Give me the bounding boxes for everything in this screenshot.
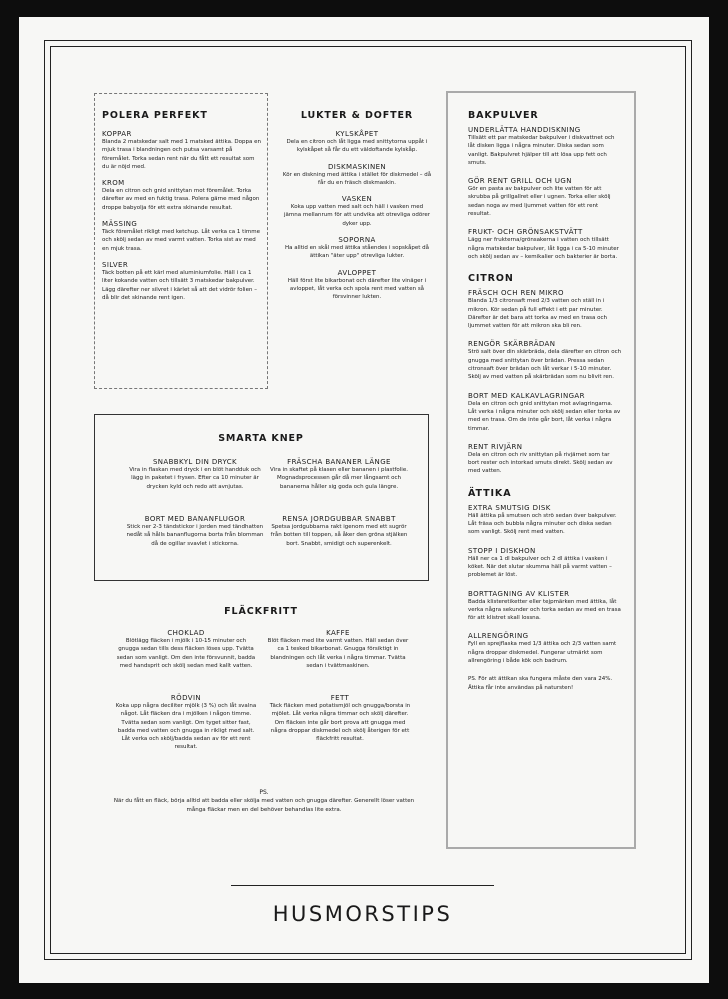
item-text: Dela en citron och gnid snittytan mot avlagringarna. Låt verka i några minuter och skölj sedan eller torka av med en trasa. Om de inte går bort, låt verka i några timmar. xyxy=(468,400,621,432)
smarta-section xyxy=(99,433,423,444)
item-text: Vira in skaftet på klasen eller bananen i plastfolie. Mognadsprocessen går då mer långsamt och bananerna håller sig goda och gula längre. xyxy=(270,467,408,490)
item-title: SILVER xyxy=(102,260,129,269)
bakpulver-heading: BAKPULVER xyxy=(468,110,539,121)
item-title: CHOKLAD xyxy=(167,629,205,637)
item-text: Tillsätt ett par matskedar bakpulver i diskvattnet och låt disken ligga i några minuter. Diska sedan som vanligt. Bakpulvret hjälper till att lösa upp fett och smuts. xyxy=(468,135,615,166)
item-title: EXTRA SMUTSIG DISK xyxy=(468,503,551,512)
flackfritt-item xyxy=(115,629,257,670)
title-divider xyxy=(231,885,494,886)
item-title: GÖR RENT GRILL OCH UGN xyxy=(468,177,572,186)
flackfritt-item xyxy=(267,694,413,743)
item-text: Häll ner ca 1 dl bakpulver och 2 dl ättika i vasken i köket. När det slutar skumma häll på varmt vatten – problemet är löst. xyxy=(468,555,612,579)
item-title: FRÄSCHA BANANER LÄNGE xyxy=(287,458,391,466)
item-text: Spetsa jordgubbarna rakt igenom med ett sugrör från botten till toppen, så åker den gröna stjälken bort. Snabbt, smidigt och superenkelt. xyxy=(270,524,408,547)
item-title: SOPORNA xyxy=(338,236,376,245)
flackfritt-item xyxy=(115,694,257,752)
smarta-item xyxy=(267,515,411,548)
item-title: RENT RIVJÄRN xyxy=(468,442,523,451)
attika-ps: PS. För att ättikan ska fungera måste den vara 24%. Ättika får inte användas på natursten! xyxy=(468,676,613,691)
right-column xyxy=(468,110,622,692)
item-title: BORT MED KALKAVLAGRINGAR xyxy=(468,391,585,400)
item-text: Täck botten på ett kärl med aluminiumfolie. Häll i ca 1 liter kokande vatten och tillsätt 3 matskedar bakpulver. Lägg därefter ner silvret i kärlet så att det vidrör folien – då blir det skinande rent igen. xyxy=(102,269,257,301)
item-title: BORT MED BANANFLUGOR xyxy=(144,515,246,523)
ps-text: När du fått en fläck, börja alltid att badda eller skölja med vatten och gnugga därefter. Generellt löser vatten många fläckar men en del behöver behandlas lite extra. xyxy=(113,798,415,813)
poster-title: HUSMORSTIPS xyxy=(272,902,453,926)
item-text: Koka upp några deciliter mjölk (3 %) och låt svalna något. Låt fläcken dra i mjölken i någon timme. Tvätta sedan som vanligt. Om tyget sitter fast, badda med vatten och gnugga in rikligt med salt. Låt verka och skölj/badda sedan av för ett rent resultat. xyxy=(115,703,257,751)
smarta-item xyxy=(125,515,265,548)
item-title: BORTTAGNING AV KLISTER xyxy=(468,589,570,598)
item-text: Blötlägg fläcken i mjölk i 10-15 minuter och gnugga sedan tills dess fläcken löses upp. Tvätta sedan som vanligt. Om den inte försvunnit, badda med handsprit och skölj sedan med kallt vatten. xyxy=(116,638,256,669)
item-text: Koka upp vatten med salt och häll i vasken med jämna mellanrum för att undvika att otrevliga odörer dyker upp. xyxy=(284,204,430,227)
item-title: KROM xyxy=(102,179,125,188)
item-text: Strö salt över din skärbräda, dela därefter en citron och gnugga med snittytan över brädan. Pressa sedan citronsaft över brädan och låt verkar i 5-10 minuter. Skölj av med vatten på skärbrädan som nu blivit ren. xyxy=(468,349,622,381)
item-text: Häll ättika på smutsen och strö sedan över bakpulver. Låt fräsa och bubbla några minuter och diska sedan som vanligt. Skölj rent med vatten. xyxy=(468,512,617,536)
item-title: KAFFE xyxy=(326,629,350,637)
item-text: Kör en diskning med ättika i stället för diskmedel – då får du en fräsch diskmaskin. xyxy=(282,171,432,186)
poster xyxy=(19,17,709,983)
item-text: Blanda 2 matskedar salt med 1 matsked ättika. Doppa en mjuk trasa i blandningen och putsa varsamt på föremålet. Torka sedan rent när du fått ett resultat som du är nöjd med. xyxy=(102,139,262,170)
flackfritt-ps xyxy=(105,789,423,814)
lukter-item xyxy=(282,195,432,228)
item-text: Blöt fläcken med lite varmt vatten. Häll sedan över ca 1 tesked bikarbonat. Gnugga försiktigt in blandningen och låt verka i några timmar. Tvätta sedan i tvättmaskinen. xyxy=(267,638,409,669)
item-title: FETT xyxy=(330,694,350,702)
item-title: RENGÖR SKÄRBRÄDAN xyxy=(468,340,556,349)
item-text: Lägg ner frukterna/grönsakerna i vatten och tillsätt några matskedar bakpulver, låt ligga i ca 5-10 minuter och skölj sedan av – kemikalier och bakterier är borta. xyxy=(468,237,619,260)
flackfritt-section xyxy=(99,606,423,617)
lukter-item xyxy=(282,269,432,302)
item-title: VASKEN xyxy=(341,195,373,204)
item-title: FRUKT- OCH GRÖNSAKSTVÄTT xyxy=(468,228,583,237)
right-item xyxy=(468,547,622,580)
item-title: RENSA JORDGUBBAR SNABBT xyxy=(282,515,396,523)
item-title: FRÄSCH OCH REN MIKRO xyxy=(468,289,564,298)
right-item xyxy=(468,632,622,665)
item-text: Dela en citron och låt ligga med snittytorna uppåt i kylskåpet så får du ett väldoftande kylskåp. xyxy=(286,139,428,154)
right-item xyxy=(468,340,622,381)
flackfritt-heading: FLÄCKFRITT xyxy=(224,606,298,617)
attika-heading: ÄTTIKA xyxy=(468,487,512,499)
right-item xyxy=(468,504,622,537)
polera-item xyxy=(102,179,262,212)
lukter-item xyxy=(282,163,432,188)
smarta-item xyxy=(129,458,261,491)
lukter-section xyxy=(282,110,432,302)
right-item xyxy=(468,289,622,330)
right-item xyxy=(468,590,622,623)
smarta-item xyxy=(265,458,413,491)
citron-heading: CITRON xyxy=(468,273,514,285)
item-title: DISKMASKINEN xyxy=(327,162,387,171)
lukter-item xyxy=(282,130,432,155)
item-title: STOPP I DISKHON xyxy=(468,546,536,555)
item-title: MÄSSING xyxy=(102,220,138,229)
item-text: Gör en pasta av bakpulver och lite vatten för att skrubba på grillgallret eller i ugnen. Torka eller skölj sedan noga av med ljummet vatten för ett rent resultat. xyxy=(468,186,611,218)
right-item xyxy=(468,126,622,167)
item-title: KYLSKÅPET xyxy=(335,130,379,138)
right-item xyxy=(468,392,622,433)
right-item xyxy=(468,177,622,218)
item-text: Fyll en sprejflaska med 1/3 ättika och 2/3 vatten samt några droppar diskmedel. Fungerar utmärkt som allrengöring i både kök och badrum. xyxy=(468,641,617,664)
item-text: Badda klisteretiketter eller tejpmärken med ättika, låt verka några sekunder och torka sedan av med en trasa för att klistret skall lossna. xyxy=(468,598,621,622)
polera-item xyxy=(102,130,262,171)
ps-label: PS. xyxy=(259,789,269,796)
item-text: Häll först lite bikarbonat och därefter lite vinäger i avloppet, låt verka och spola rent med vatten så försvinner lukten. xyxy=(287,277,427,301)
right-item xyxy=(468,443,622,476)
item-text: Dela en citron och riv snittytan på rivjärnet som tar bort rester och intorkad smuts direkt. Skölj sedan av med vatten. xyxy=(468,451,613,475)
flackfritt-item xyxy=(267,629,409,670)
polera-section xyxy=(102,110,262,302)
polera-heading: POLERA PERFEKT xyxy=(102,110,208,121)
item-text: Blanda 1/3 citronsaft med 2/3 vatten och ställ in i mikron. Kör sedan på full effekt i ett par minuter. Därefter är det bara att torka av med en trasa och ljummet vatten för att mikron ska bli ren. xyxy=(468,298,607,330)
item-title: KOPPAR xyxy=(102,130,132,138)
item-title: RÖDVIN xyxy=(170,694,202,702)
polera-item xyxy=(102,220,262,253)
lukter-heading: LUKTER & DOFTER xyxy=(300,110,414,121)
polera-item xyxy=(102,261,262,302)
item-text: Dela en citron och gnid snittytan mot föremålet. Torka därefter av med en fuktig trasa. Polera gärne med någon droppe babyolja för ett extra skinande resultat. xyxy=(102,188,260,211)
item-text: Ha alltid en skål med ättika ståendes i sopskåpet då ättikan "äter upp" otrevliga lukter. xyxy=(285,245,429,260)
item-text: Täck föremålet rikligt med ketchup. Låt verka ca 1 timme och skölj sedan av med varmt vatten. Torka sist av med en mjuk trasa. xyxy=(102,229,260,252)
item-title: ALLRENGÖRING xyxy=(468,632,529,641)
lukter-item xyxy=(282,236,432,261)
item-title: AVLOPPET xyxy=(337,268,377,277)
item-title: SNABBKYL DIN DRYCK xyxy=(152,458,238,466)
item-text: Vira in flaskan med dryck i en blöt handduk och lägg in paketet i frysen. Efter ca 10 minuter är drycken kyld och redo att avnjutas. xyxy=(129,467,261,490)
item-text: Stick ner 2-3 tändstickor i jorden med tändhatten nedåt så hålls bananflugorna borta från blomman då de ogillar svavlet i stickorna. xyxy=(126,524,264,547)
smarta-heading: SMARTA KNEP xyxy=(218,433,304,444)
item-title: UNDERLÄTTA HANDDISKNING xyxy=(468,126,581,134)
item-text: Täck fläcken med potatismjöl och gnugga/borsta in mjölet. Låt verka några timmar och skölj därefter. Om fläcken inte går bort prova att gnugga med några droppar diskmedel och skölj återigen för ett fläckfritt resultat. xyxy=(269,703,411,743)
right-item xyxy=(468,228,622,261)
